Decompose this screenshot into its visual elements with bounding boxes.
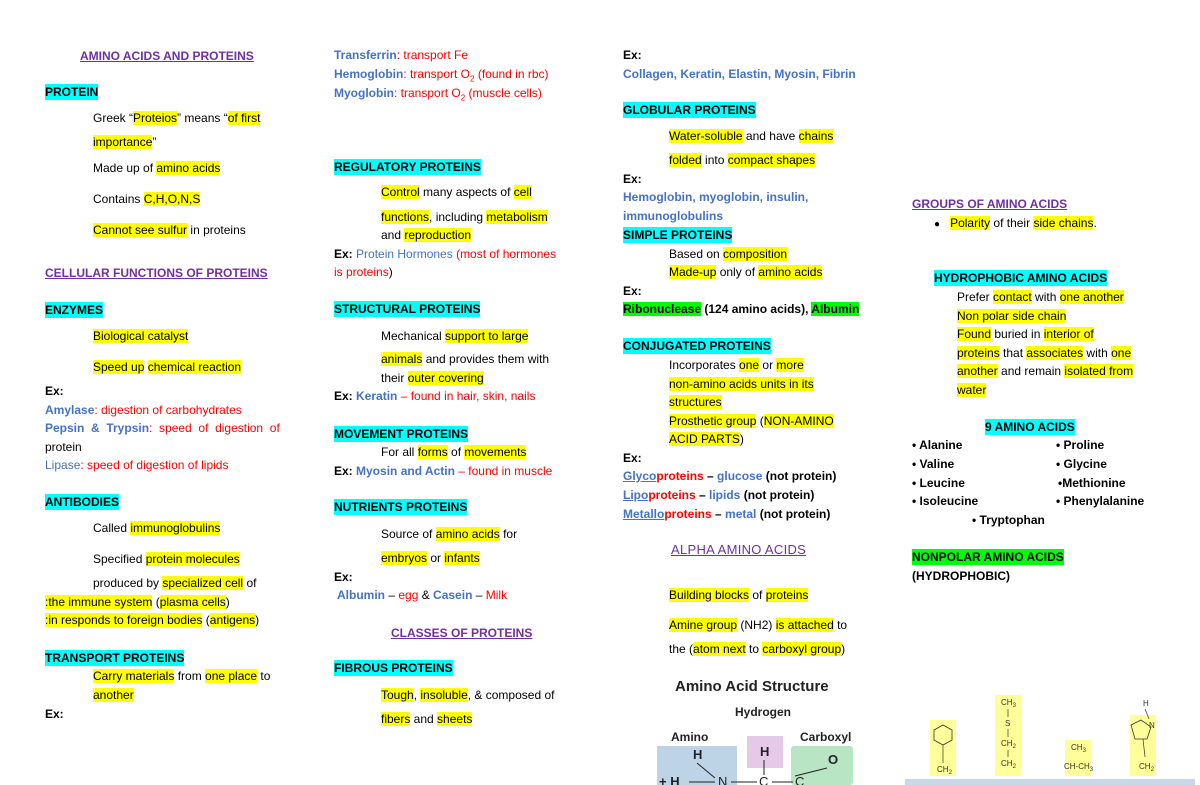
diagram-title: Amino Acid Structure [675,678,829,695]
found-line: Found buried in interior of [957,327,1094,341]
source-line: Source of amino acids for [381,527,518,541]
amino-list-item: •Methionine [1058,476,1126,490]
polarity-line: ● Polarity of their side chains. [934,216,1097,230]
based-line: Based on composition [669,247,788,261]
amino-list-item: • Proline [1056,438,1105,452]
classes-heading: CLASSES OF PROTEINS [391,626,533,640]
conjugated-heading: CONJUGATED PROTEINS [623,339,771,353]
mechanical-line: Mechanical support to large [381,329,529,343]
hydrophobic-heading: HYDROPHOBIC AMINO ACIDS [934,271,1108,285]
amino-list-item: • Leucine [912,476,965,490]
diagram-h-alpha: H [760,744,770,759]
called-line: Called immunoglobulins [93,521,221,535]
protein-heading: PROTEIN [45,85,99,99]
contains-line: Contains C,H,O,N,S [93,192,201,206]
svg-text:H: H [1143,699,1149,708]
transferrin-line: Transferrin: transport Fe [334,48,469,62]
greek-line: Greek “Proteios” means “of first [93,111,261,125]
nonpolar-chain-line: Non polar side chain [957,309,1067,323]
nonamino-line: non-amino acids units in its [669,377,814,391]
foreign-line: :in responds to foreign bodies (antigens) [45,613,260,627]
fibers-line: fibers and sheets [381,712,473,726]
myoglobin-line: Myoglobin: transport $O_2$ (muscle cells) [334,86,542,103]
pepsin-line: Pepsin & Trypsin: speed of digestion of [45,421,280,435]
transport-ex-label: Ex: [45,707,64,721]
pepsin-line-2: protein [45,440,82,454]
atom-line: the (atom next to carboxyl group) [669,642,846,656]
side-chain-structures [905,695,1195,785]
svg-text:CH2: $CH_2$ [1001,759,1016,770]
lipo-line: Lipoproteins – lipids (not protein) [623,488,815,502]
lipase-line: Lipase: speed of digestion of lipids [45,458,229,472]
control-line: Control many aspects of cell [381,185,532,199]
structures-line: structures [669,395,722,409]
regulatory-heading: REGULATORY PROTEINS [334,160,481,174]
speed-up-line: Speed up chemical reaction [93,360,242,374]
ribonuclease-line: Ribonuclease (124 amino acids), Albumin [623,302,860,316]
prefer-line: Prefer contact with one another [957,290,1124,304]
amino-list-item: • Phenylalanine [1056,494,1145,508]
folded-line: folded into compact shapes [669,153,816,167]
svg-text:CH2: $CH_2$ [937,765,952,776]
cellular-functions-heading: CELLULAR FUNCTIONS OF PROTEINS [45,266,268,280]
amino-list-item: • Alanine [912,438,963,452]
water-line: water [957,383,987,397]
enzymes-ex-label: Ex: [45,384,64,398]
simple-heading: SIMPLE PROTEINS [623,228,733,242]
amino-list-item: • Tryptophan [972,513,1045,527]
biological-catalyst-line: Biological catalyst [93,329,189,343]
diagram-c-carboxyl: C [795,774,805,785]
structural-heading: STRUCTURAL PROTEINS [334,302,481,316]
svg-text:S: S [1005,719,1011,728]
building-line: Building blocks of proteins [669,588,809,602]
diagram-hydrogen-label: Hydrogen [735,705,792,719]
metallo-line: Metalloproteins – metal (not protein) [623,507,831,521]
svg-text:CH2: $CH_2$ [1139,762,1154,773]
amino-list-item: • Valine [912,457,955,471]
alpha-amino-heading: ALPHA AMINO ACIDS [671,542,807,557]
nonpolar-heading: NONPOLAR AMINO ACIDS [912,550,1064,564]
enzymes-heading: ENZYMES [45,303,104,317]
glyco-line: Glycoproteins – glucose (not protein) [623,469,837,483]
tough-line: Tough, insoluble, & composed of [381,688,555,702]
keratin-line: Ex: Keratin – found in hair, skin, nails [334,389,536,403]
prosthetic-line: Prosthetic group (NON-AMINO [669,414,834,428]
svg-text:CH2: $CH_2$ [1001,739,1016,750]
diagram-amino-label: Amino [671,730,709,744]
fibrous-heading: FIBROUS PROTEINS [334,661,453,675]
diagram-plus-h: + H [659,774,680,785]
acid-parts-line: ACID PARTS) [669,432,744,446]
svg-text:CH3: $CH_3$ [1071,743,1086,754]
carry-line: Carry materials from one place to [93,669,271,683]
hemoglobin-examples: Hemoglobin, myoglobin, insulin, [623,190,809,204]
hydrophobic-paren: (HYDROPHOBIC) [912,569,1010,583]
madeup-line: Made-up only of amino acids [669,265,823,279]
simple-ex-label: Ex: [623,284,642,298]
movement-heading: MOVEMENT PROTEINS [334,427,469,441]
nutrients-heading: NUTRIENTS PROTEINS [334,500,468,514]
diagram-h-amino: H [693,747,703,762]
immunoglobulins-example: immunoglobulins [623,209,723,223]
amine-line: Amine group (NH2) is attached to [669,618,848,632]
specified-line: Specified protein molecules [93,552,240,566]
sulfur-line: Cannot see sulfur in proteins [93,223,246,237]
collagen-line: Collagen, Keratin, Elastin, Myosin, Fibrin [623,67,856,81]
hormones-line: Ex: Protein Hormones (most of hormones [334,247,557,261]
myosin-line: Ex: Myosin and Actin – found in muscle [334,464,553,478]
globular-ex-label: Ex: [623,172,642,186]
amylase-line: Amylase: digestion of carbohydrates [45,403,242,417]
water-soluble-line: Water-soluble and have chains [669,129,834,143]
diagram-o: O [828,752,839,767]
nutrients-ex-label: Ex: [334,570,353,584]
amino-acid-structure-diagram [645,672,875,785]
globular-heading: GLOBULAR PROTEINS [623,103,756,117]
importance-line: importance” [93,135,157,149]
svg-text:CH3: $CH_3$ [1001,698,1016,709]
functions-line: functions, including metabolism [381,210,548,224]
reproduction-line: and reproduction [381,228,472,242]
forall-line: For all forms of movements [381,445,527,459]
diagram-carboxyl-label: Carboxyl [800,730,852,744]
embryos-line: embryos or infants [381,551,480,565]
conjugated-ex-label: Ex: [623,451,642,465]
amino-list-item: • Glycine [1056,457,1107,471]
incorporates-line: Incorporates one or more [669,358,804,372]
proteins-line: proteins that associates with one [957,346,1132,360]
svg-text:N: N [1149,721,1155,730]
diagram-c-alpha: C [759,774,769,785]
diagram-n: N [718,774,728,785]
immune-line: :the immune system (plasma cells) [45,595,230,609]
nine-amino-heading: 9 AMINO ACIDS [985,420,1075,434]
groups-heading: GROUPS OF AMINO ACIDS [912,197,1068,211]
svg-text:CH-CH3: $CH-CH_3$ [1064,762,1094,773]
transport-heading: TRANSPORT PROTEINS [45,651,185,665]
doc-title: AMINO ACIDS AND PROTEINS [80,49,254,63]
hemoglobin-line: Hemoglobin: transport $O_2$ (found in rbc) [334,67,549,84]
made-up-line: Made up of amino acids [93,161,221,175]
another-remain-line: another and remain isolated from [957,364,1134,378]
animals-line: animals and provides them with [381,352,550,366]
covering-line: their outer covering [381,371,484,385]
hormones-line-2: is proteins) [334,265,393,279]
produced-line: produced by specialized cell of [93,576,257,590]
another-line: another [93,688,134,702]
amino-list-item: • Isoleucine [912,494,979,508]
fibrous-ex-label: Ex: [623,48,642,62]
albumin-line: Albumin – egg & Casein – Milk [337,588,508,602]
antibodies-heading: ANTIBODIES [45,495,120,509]
